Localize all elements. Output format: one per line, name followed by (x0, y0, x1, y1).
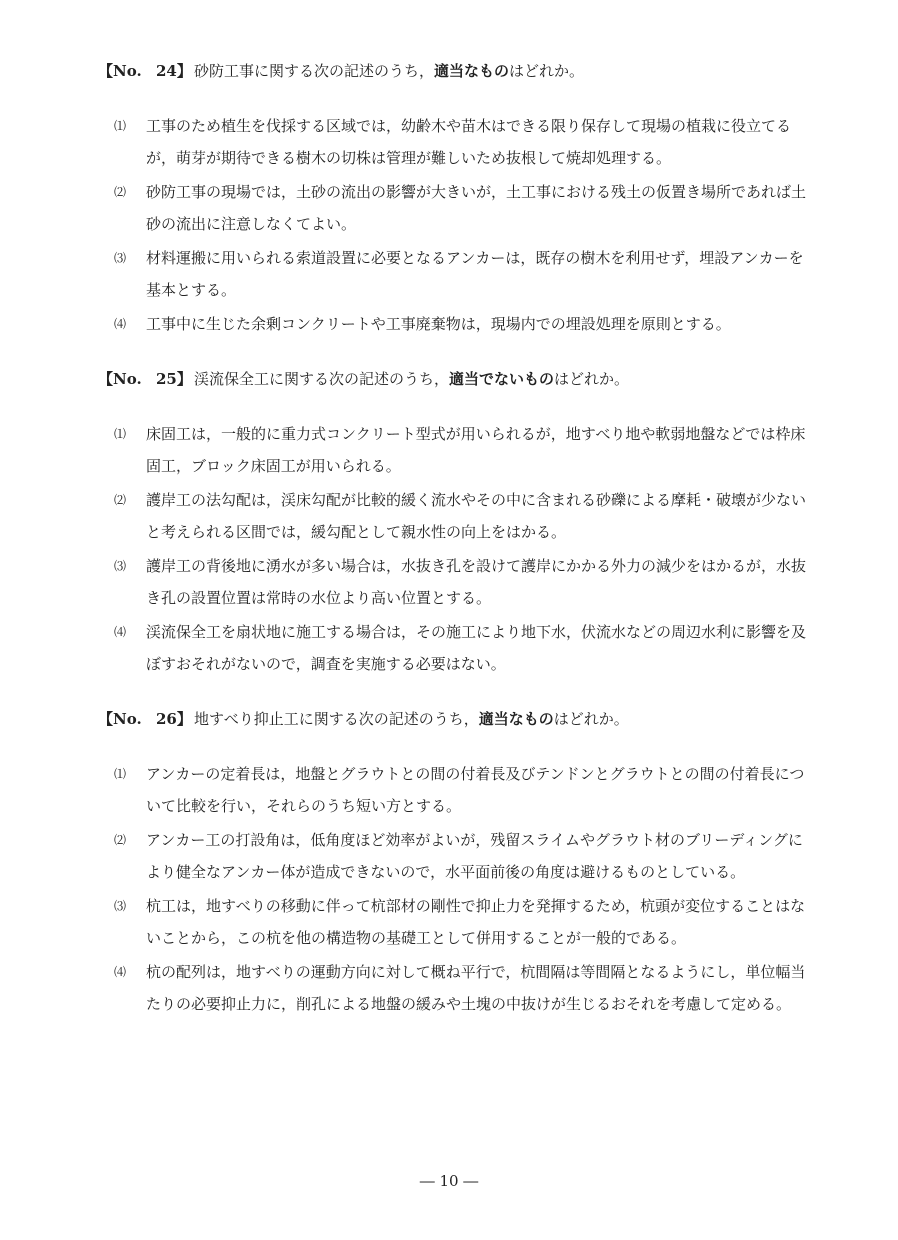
option-list (98, 110, 818, 340)
option-number: ⑶ (114, 559, 127, 573)
option-text: 砂防工事の現場では，土砂の流出の影響が大きいが，土工事における残土の仮置き場所であれば土砂の流出に注意しなくてよい。 (146, 183, 807, 233)
option-3 (98, 890, 818, 954)
option-4 (98, 308, 818, 340)
option-2 (98, 824, 818, 888)
stem-emphasis: 適当なもの (434, 62, 510, 80)
option-3 (98, 550, 818, 614)
question-number: 24】 (156, 62, 192, 80)
stem-pre: 渓流保全工に関する次の記述のうち， (194, 370, 450, 388)
option-text: 工事中に生じた余剰コンクリートや工事廃棄物は，現場内での埋設処理を原則とする。 (146, 315, 731, 333)
question-header (98, 704, 818, 734)
question-stem (194, 704, 629, 734)
question-26 (98, 704, 818, 1022)
stem-emphasis: 適当でないもの (449, 370, 555, 388)
option-text: 杭の配列は，地すべりの運動方向に対して概ね平行で，杭間隔は等間隔となるようにし，単位幅当たりの必要抑止力に，削孔による地盤の緩みや土塊の中抜けが生じるおそれを考慮して定める。 (146, 963, 806, 1013)
option-2 (98, 176, 818, 240)
question-header (98, 364, 818, 394)
option-text: 材料運搬に用いられる索道設置に必要となるアンカーは，既存の樹木を利用せず，埋設アンカーを基本とする。 (146, 249, 804, 299)
question-number: 25】 (156, 370, 192, 388)
option-1 (98, 110, 818, 174)
option-list (98, 758, 818, 1020)
option-1 (98, 418, 818, 482)
option-text: アンカー工の打設角は，低角度ほど効率がよいが，残留スライムやグラウト材のブリーディングにより健全なアンカー体が造成できないので，水平面前後の角度は避けるものとしている。 (146, 831, 803, 881)
stem-post: はどれか。 (554, 370, 630, 388)
page-number: ― 10 ― (419, 1172, 479, 1190)
option-number: ⑴ (114, 427, 127, 441)
option-number: ⑶ (114, 899, 127, 913)
question-no-label: 【No. (98, 710, 142, 728)
stem-post: はどれか。 (509, 62, 585, 80)
option-4 (98, 956, 818, 1020)
option-1 (98, 758, 818, 822)
option-number: ⑵ (114, 185, 127, 199)
option-number: ⑴ (114, 119, 127, 133)
option-number: ⑷ (114, 317, 127, 331)
question-no-label: 【No. (98, 62, 142, 80)
option-text: 渓流保全工を扇状地に施工する場合は，その施工により地下水，伏流水などの周辺水利に影響を及ぼすおそれがないので，調査を実施する必要はない。 (146, 623, 807, 673)
question-stem (194, 364, 629, 394)
option-4 (98, 616, 818, 680)
option-list (98, 418, 818, 680)
option-text: 工事のため植生を伐採する区域では，幼齢木や苗木はできる限り保存して現場の植栽に役立てるが，萌芽が期待できる樹木の切株は管理が難しいため抜根して焼却処理する。 (146, 117, 792, 167)
option-text: 杭工は，地すべりの移動に伴って杭部材の剛性で抑止力を発揮するため，杭頭が変位することはないことから，この杭を他の構造物の基礎工として併用することが一般的である。 (146, 897, 806, 947)
question-stem (194, 56, 584, 86)
option-text: 護岸工の背後地に湧水が多い場合は，水抜き孔を設けて護岸にかかる外力の減少をはかるが，水抜き孔の設置位置は常時の水位より高い位置とする。 (146, 557, 807, 607)
stem-post: はどれか。 (553, 710, 629, 728)
option-number: ⑴ (114, 767, 127, 781)
question-no-label: 【No. (98, 370, 142, 388)
question-header (98, 56, 818, 86)
stem-pre: 地すべり抑止工に関する次の記述のうち， (194, 710, 479, 728)
stem-emphasis: 適当なもの (478, 710, 554, 728)
option-number: ⑷ (114, 625, 127, 639)
stem-pre: 砂防工事に関する次の記述のうち， (194, 62, 435, 80)
option-number: ⑷ (114, 965, 127, 979)
option-text: 床固工は，一般的に重力式コンクリート型式が用いられるが，地すべり地や軟弱地盤などでは枠床固工，ブロック床固工が用いられる。 (146, 425, 806, 475)
option-text: アンカーの定着長は，地盤とグラウトとの間の付着長及びテンドンとグラウトとの間の付着長について比較を行い，それらのうち短い方とする。 (146, 765, 805, 815)
question-25 (98, 364, 818, 682)
option-number: ⑶ (114, 251, 127, 265)
option-number: ⑵ (114, 493, 127, 507)
question-number: 26】 (156, 710, 192, 728)
option-2 (98, 484, 818, 548)
option-3 (98, 242, 818, 306)
option-number: ⑵ (114, 833, 127, 847)
question-24 (98, 56, 818, 342)
option-text: 護岸工の法勾配は，渓床勾配が比較的緩く流水やその中に含まれる砂礫による摩耗・破壊が少ないと考えられる区間では，緩勾配として親水性の向上をはかる。 (146, 491, 807, 541)
